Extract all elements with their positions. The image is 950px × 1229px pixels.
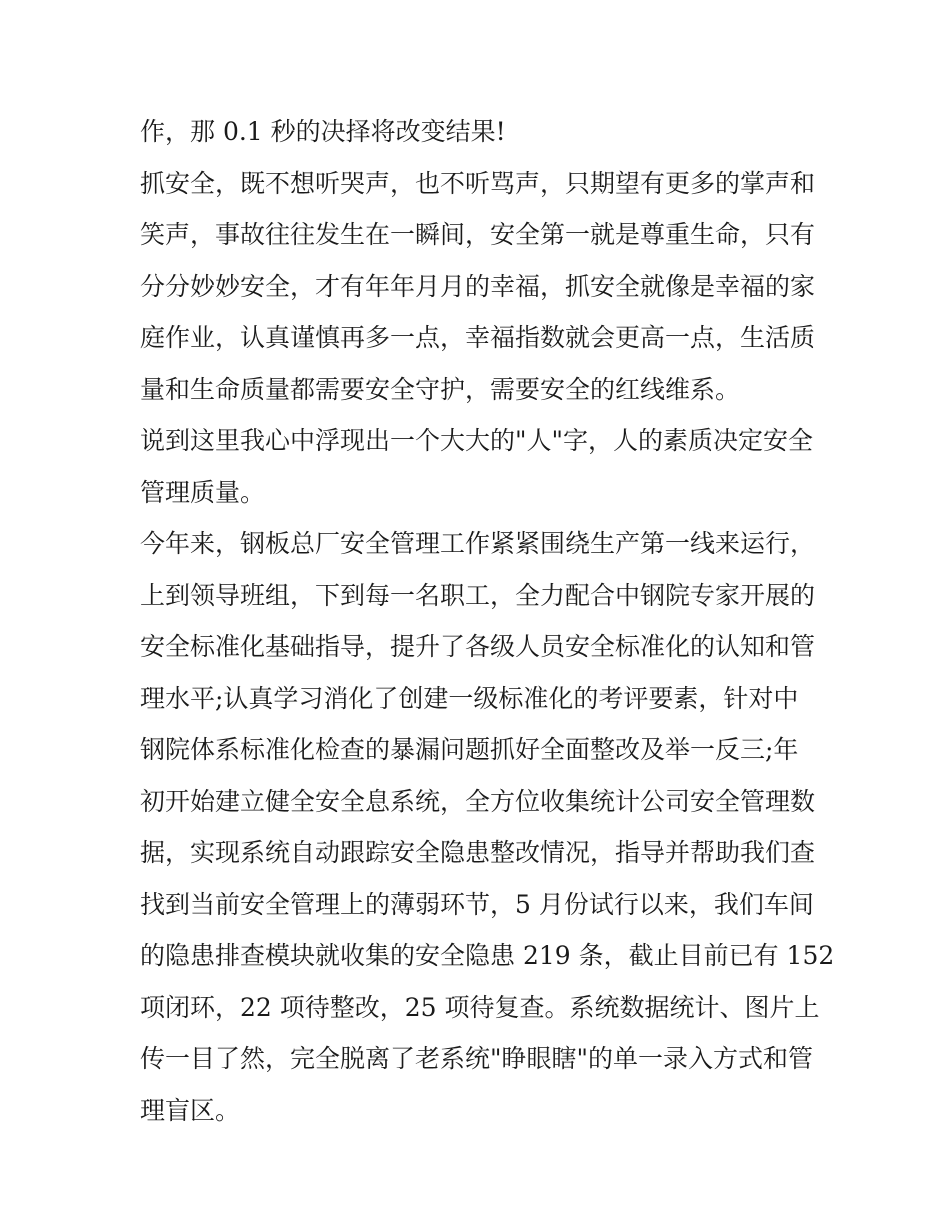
text-line: 抓安全，既不想听哭声，也不听骂声，只期望有更多的掌声和 <box>140 168 816 198</box>
text-line: 钢院体系标准化检查的暴漏问题抓好全面整改及举一反三;年 <box>140 735 799 764</box>
text-line: 初开始建立健全安全息系统，全方位收集统计公司安全管理数 <box>140 786 816 816</box>
text-line: 找到当前安全管理上的薄弱环节，5 月份试行以来，我们车间 <box>140 889 814 919</box>
text-line: 说到这里我心中浮现出一个大大的"人"字，人的素质决定安全 <box>140 426 814 455</box>
text-line: 据，实现系统自动跟踪安全隐患整改情况，指导并帮助我们查 <box>140 838 816 867</box>
text-line: 的隐患排查模块就收集的安全隐患 219 条，截止目前已有 152 <box>140 941 835 970</box>
text-line: 理水平;认真学习消化了创建一级标准化的考评要素，针对中 <box>140 683 799 713</box>
text-line: 庭作业，认真谨慎再多一点，幸福指数就会更高一点，生活质 <box>140 323 816 352</box>
text-line: 项闭环，22 项待整改，25 项待复查。系统数据统计、图片上 <box>140 992 820 1022</box>
text-line: 安全标准化基础指导，提升了各级人员安全标准化的认知和管 <box>140 632 816 661</box>
text-line: 传一目了然，完全脱离了老系统"睁眼瞎"的单一录入方式和管 <box>140 1044 814 1073</box>
text-line: 笑声，事故往往发生在一瞬间，安全第一就是尊重生命，只有 <box>140 220 816 249</box>
text-line: 上到领导班组，下到每一名职工，全力配合中钢院专家开展的 <box>140 580 816 610</box>
text-line: 分分妙妙安全，才有年年月月的幸福，抓安全就像是幸福的家 <box>140 271 816 301</box>
document-body <box>140 106 835 1136</box>
text-line: 理盲区。 <box>140 1095 241 1125</box>
text-line: 作，那 0.1 秒的决择将改变结果! <box>140 117 506 146</box>
text-line: 量和生命质量都需要安全守护，需要安全的红线维系。 <box>140 374 741 404</box>
text-line: 管理质量。 <box>140 477 266 507</box>
text-line: 今年来，钢板总厂安全管理工作紧紧围绕生产第一线来运行， <box>140 529 816 558</box>
